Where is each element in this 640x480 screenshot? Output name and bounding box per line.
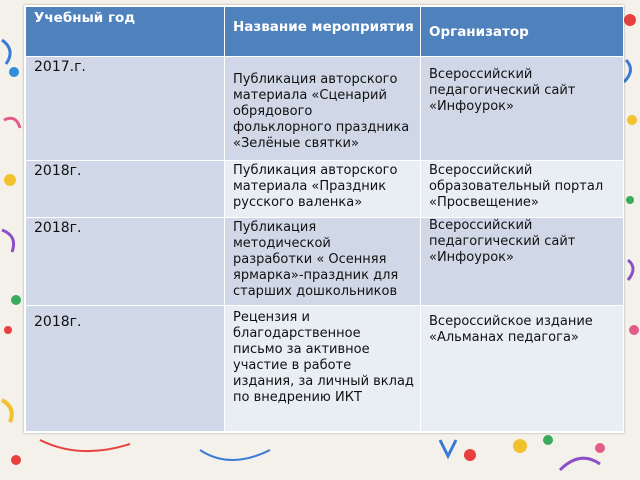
decorative-ribbons-bottom [40, 435, 605, 470]
events-table-container [24, 5, 624, 433]
table-header-row [26, 7, 624, 57]
cell-event: Публикация авторского материала «Сценарий обрядового фольклорного праздника «Зелёные святки» [225, 57, 421, 161]
table-row [26, 306, 624, 432]
cell-event: Рецензия и благодарственное письмо за активное участие в работе издания, за личный вклад по внедрению ИКТ [225, 306, 421, 432]
decorative-swirl-right [624, 14, 639, 335]
cell-year: 2018г. [26, 306, 225, 432]
table-row [26, 161, 624, 218]
cell-organizer: Всероссийский педагогический сайт «Инфоурок» [421, 57, 624, 161]
cell-event: Публикация авторского материала «Праздник русского валенка» [225, 161, 421, 218]
cell-organizer: Всероссийский педагогический сайт «Инфоурок» [421, 218, 624, 306]
table-row [26, 57, 624, 161]
cell-organizer: Всероссийское издание «Альманах педагога» [421, 306, 624, 432]
table-row [26, 218, 624, 306]
cell-year: 2018г. [26, 218, 225, 306]
header-event-name: Название мероприятия [225, 7, 421, 57]
decorative-swirl-left [2, 40, 21, 465]
cell-year: 2017.г. [26, 57, 225, 161]
header-academic-year: Учебный год [26, 7, 225, 57]
events-table [25, 6, 624, 432]
header-organizer: Организатор [421, 7, 624, 57]
cell-event: Публикация методической разработки « Осенняя ярмарка»-праздник для старших дошкольников [225, 218, 421, 306]
cell-year: 2018г. [26, 161, 225, 218]
cell-organizer: Всероссийский образовательный портал «Просвещение» [421, 161, 624, 218]
